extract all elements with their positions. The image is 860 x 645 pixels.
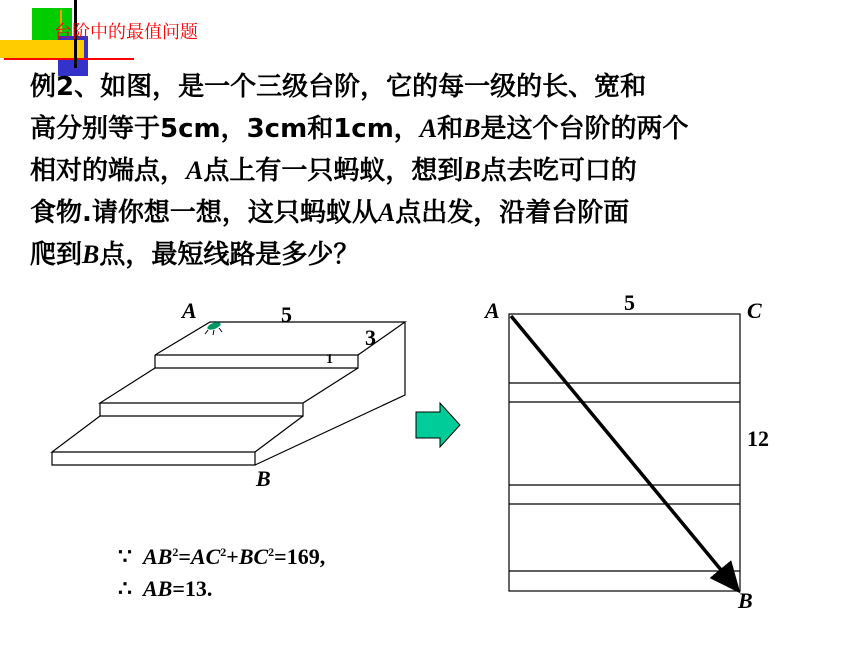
- formula-equals: =: [178, 544, 191, 569]
- problem-line-3-c: 点去吃可口的: [480, 156, 637, 186]
- stairs-dim-width: 3: [365, 325, 376, 350]
- problem-line-4-b: 点出发，沿着台阶面: [395, 198, 630, 228]
- unfolded-label-c: C: [747, 298, 762, 323]
- formula-ac: AC: [190, 544, 221, 569]
- problem-line-4-a: 食物.请你想一想，这只蚂蚁从: [30, 198, 378, 228]
- unfolded-label-b: B: [738, 588, 753, 613]
- stairs-label-b: B: [256, 466, 271, 491]
- problem-line-3-a: 相对的端点，: [30, 156, 187, 186]
- formula-ab-result: AB: [143, 576, 173, 601]
- point-a-ref: A: [186, 156, 204, 185]
- formula-line-1: [118, 536, 325, 573]
- transform-arrow-icon: [416, 403, 460, 447]
- unfolded-dim-side: 12: [747, 426, 769, 451]
- stairs-dim-length: 5: [281, 302, 292, 327]
- formula-result-13: =13.: [172, 576, 213, 601]
- formula-plus: +: [226, 544, 239, 569]
- problem-line-1-text: 例2、如图，是一个三级台阶，它的每一级的长、宽和: [30, 72, 647, 102]
- problem-line-2-c: 是这个台阶的两个: [480, 114, 689, 144]
- stairs-label-a: A: [182, 298, 197, 323]
- point-b-ref: B: [463, 114, 481, 143]
- point-b-ref: B: [463, 156, 481, 185]
- formula-square: 2: [268, 545, 275, 559]
- problem-line-3-b: 点上有一只蚂蚁，想到: [203, 156, 464, 186]
- solution-formula: [118, 536, 325, 605]
- unfolded-dim-top: 5: [624, 290, 635, 315]
- problem-line-2-b: 和: [437, 114, 464, 144]
- formula-line-2: [118, 573, 325, 605]
- formula-bc: BC: [238, 544, 269, 569]
- problem-line-5-a: 爬到: [30, 240, 83, 270]
- point-a-ref: A: [377, 198, 396, 227]
- formula-result-169: =169,: [274, 544, 326, 569]
- point-b-ref: B: [82, 240, 100, 269]
- because-symbol: ∵: [118, 544, 132, 569]
- problem-line-5-b: 点，最短线路是多少？: [99, 240, 360, 270]
- unfolded-label-a: A: [485, 298, 500, 323]
- problem-line-2-a: 高分别等于5cm，3cm和1cm，: [30, 114, 420, 144]
- page-title: 台阶中的最值问题: [54, 22, 198, 43]
- shortest-path-line: [511, 316, 736, 588]
- formula-square: 2: [220, 545, 227, 559]
- point-a-ref: A: [419, 114, 438, 143]
- formula-ab: AB: [143, 544, 173, 569]
- formula-square: 2: [172, 545, 179, 559]
- therefore-symbol: ∴: [118, 576, 132, 601]
- stairs-dim-height: 1: [326, 352, 333, 367]
